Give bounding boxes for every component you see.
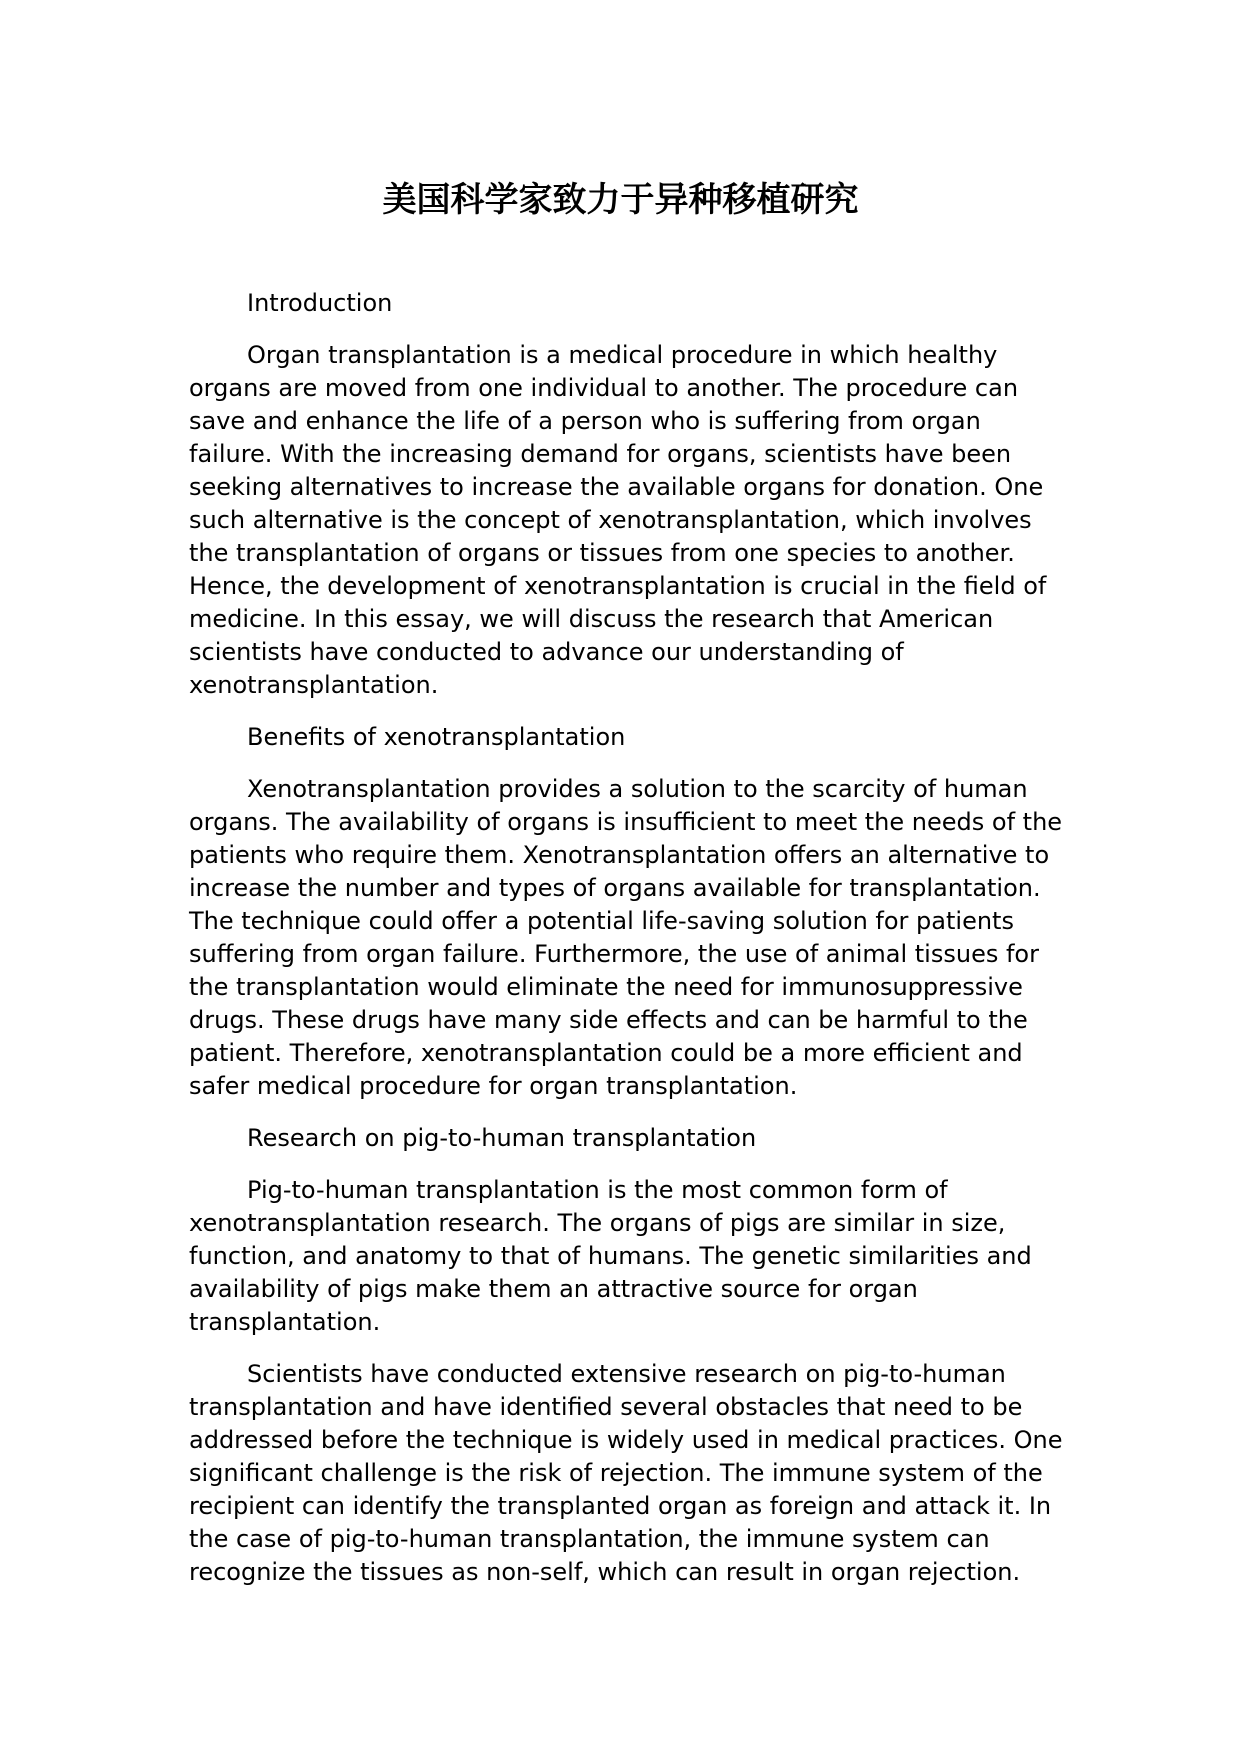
document-body bbox=[189, 287, 1069, 1608]
paragraph-pig-research-1: Pig-to-human transplantation is the most common form of xenotransplantation research. The organs of pigs are similar in size, function, and anatomy to that of humans. The genetic similarities and availability of pigs make them an attractive source for organ transplantation. bbox=[189, 1176, 1032, 1336]
paragraph-pig-research-2: Scientists have conducted extensive research on pig-to-human transplantation and have identified several obstacles that need to be addressed before the technique is widely used in medical practices. One significant challenge is the risk of rejection. The immune system of the recipient can identify the transplanted organ as foreign and attack it. In the case of pig-to-human transplantation, the immune system can recognize the tissues as non-self, which can result in organ rejection. bbox=[189, 1360, 1063, 1586]
section-heading-benefits: Benefits of xenotransplantation bbox=[247, 723, 626, 751]
section-heading-pig-research: Research on pig-to-human transplantation bbox=[247, 1124, 757, 1152]
paragraph-benefits: Xenotransplantation provides a solution to the scarcity of human organs. The availability of organs is insufficient to meet the needs of the patients who require them. Xenotransplantation offers an alternative to increase the number and types of organs available for transplantation. The technique could offer a potential life-saving solution for patients suffering from organ failure. Furthermore, the use of animal tissues for the transplantation would eliminate the need for immunosuppressive drugs. These drugs have many side effects and can be harmful to the patient. Therefore, xenotransplantation could be a more efficient and safer medical procedure for organ transplantation. bbox=[189, 775, 1063, 1100]
section-heading-introduction: Introduction bbox=[247, 289, 393, 317]
document-title: 美国科学家致力于异种移植研究 bbox=[382, 180, 859, 220]
paragraph-introduction: Organ transplantation is a medical procedure in which healthy organs are moved from one individual to another. The procedure can save and enhance the life of a person who is suffering from organ failure. With the increasing demand for organs, scientists have been seeking alternatives to increase the available organs for donation. One such alternative is the concept of xenotransplantation, which involves the transplantation of organs or tissues from one species to another. Hence, the development of xenotransplantation is crucial in the field of medicine. In this essay, we will discuss the research that American scientists have conducted to advance our understanding of xenotransplantation. bbox=[189, 341, 1047, 699]
